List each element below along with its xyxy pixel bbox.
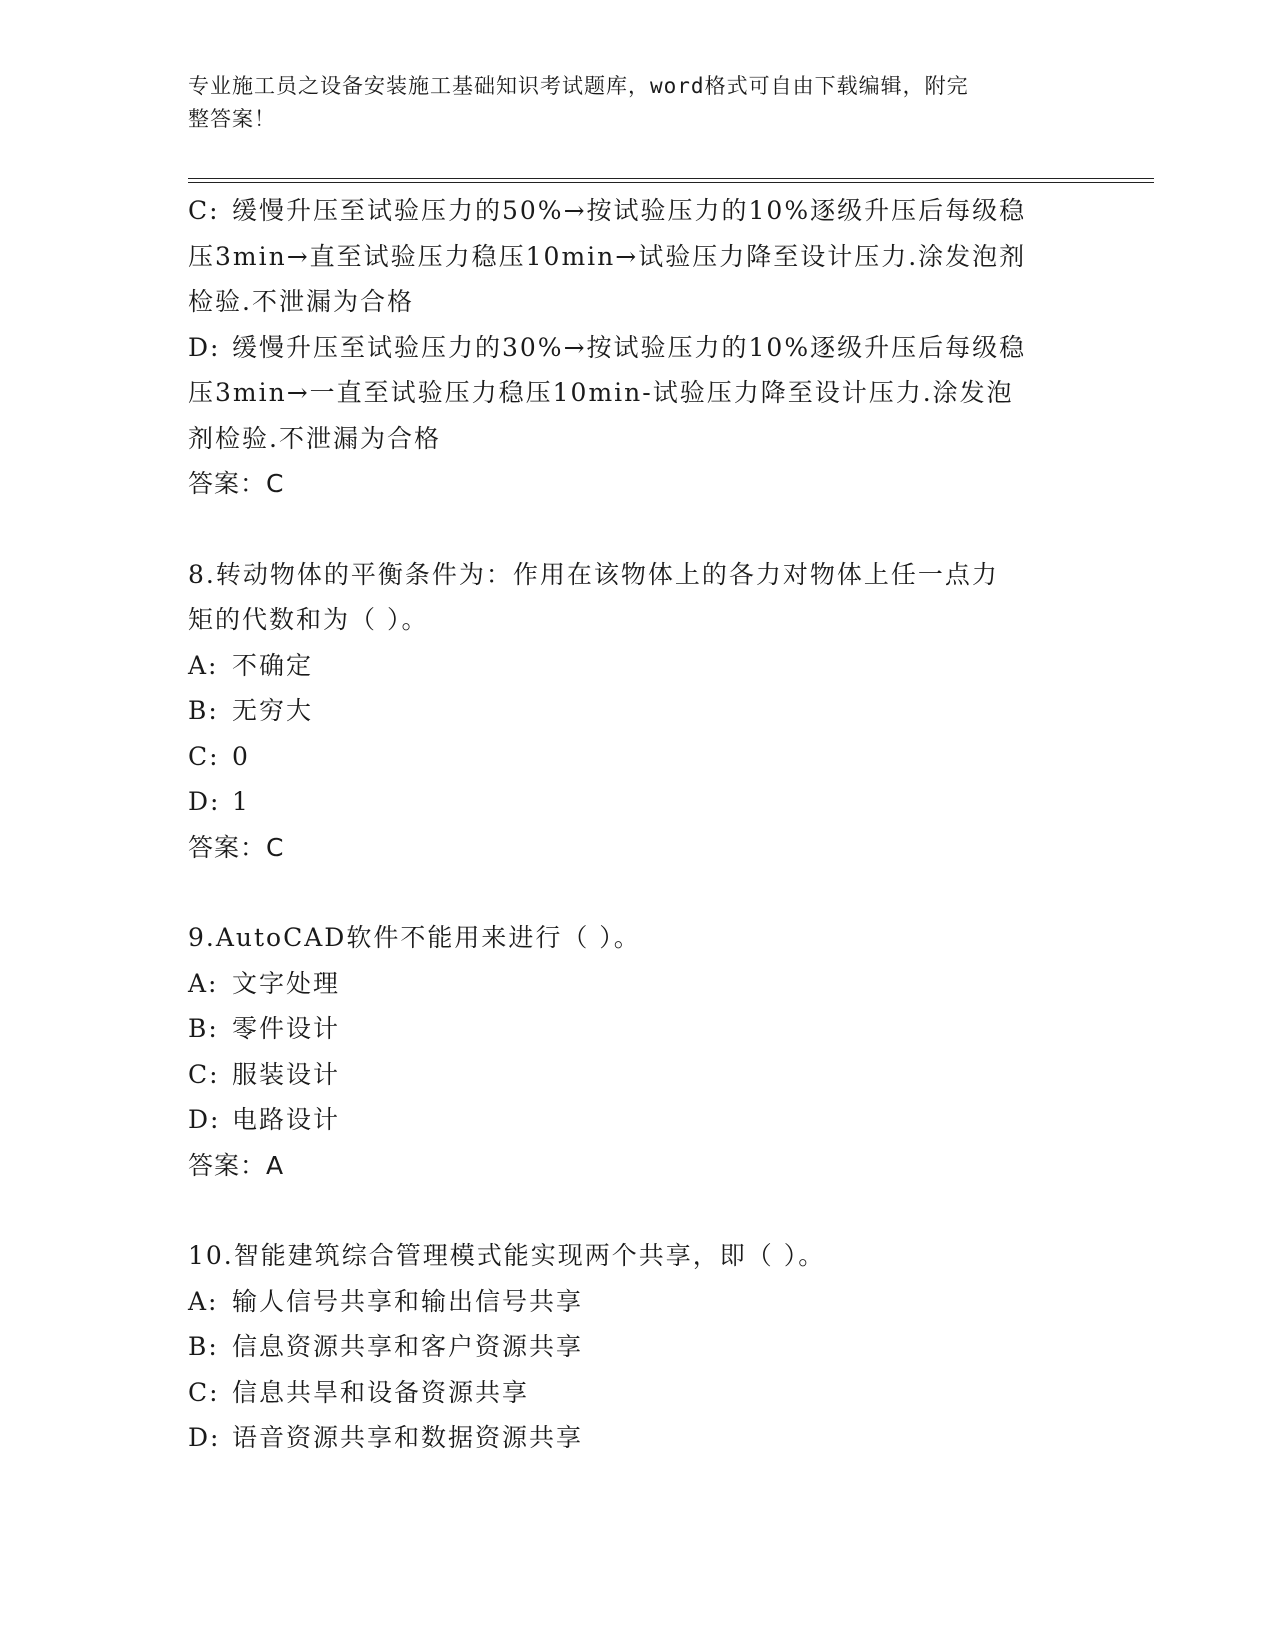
question-10 — [188, 1233, 1088, 1461]
option-a: A: 文字处理 — [188, 968, 341, 998]
option-text: 缓慢升压至试验压力的30%→按试验压力的10%逐级升压后每级稳 — [232, 332, 1027, 362]
option-d: D: 电路设计 — [188, 1105, 341, 1134]
question-9-text: 9.AutoCAD软件不能用来进行（ ）。 — [188, 923, 641, 952]
option-letter: C: — [188, 196, 220, 225]
option-letter: D: — [188, 332, 221, 362]
question-8-answer: 答案：C — [188, 832, 285, 862]
option-b: B: 无穷大 — [188, 696, 314, 725]
option-c: C: 服装设计 — [188, 1059, 341, 1089]
option-text: 剂检验.不泄漏为合格 — [188, 423, 441, 453]
option-a: A: 不确定 — [188, 650, 314, 680]
option-text: 缓慢升压至试验压力的50%→按试验压力的10%逐级升压后每级稳 — [232, 196, 1027, 225]
question-10-text: 10.智能建筑综合管理模式能实现两个共享，即（ ）。 — [188, 1241, 826, 1270]
header-line-1: 专业施工员之设备安装施工基础知识考试题库，word格式可自由下载编辑，附完 — [188, 74, 969, 98]
header-divider — [188, 178, 1154, 183]
question-9 — [188, 915, 1088, 1188]
option-text: 压3min→一直至试验压力稳压10min-试验压力降至设计压力.涂发泡 — [188, 378, 1014, 407]
answer-continued: 答案：C — [188, 469, 285, 498]
option-text: 检验.不泄漏为合格 — [188, 287, 414, 316]
option-b: B: 零件设计 — [188, 1014, 341, 1043]
option-text: 压3min→直至试验压力稳压10min→试验压力降至设计压力.涂发泡剂 — [188, 241, 1027, 271]
option-d-continued — [188, 325, 1088, 462]
option-a: A: 输人信号共享和输出信号共享 — [188, 1286, 584, 1316]
question-8 — [188, 552, 1088, 871]
question-9-answer: 答案：A — [188, 1150, 285, 1180]
option-b: B: 信息资源共享和客户资源共享 — [188, 1332, 584, 1361]
option-d: D: 1 — [188, 787, 250, 816]
page-header — [188, 70, 1068, 136]
option-d: D: 语音资源共享和数据资源共享 — [188, 1423, 584, 1452]
option-c-continued — [188, 188, 1088, 325]
question-8-text: 8.转动物体的平衡条件为：作用在该物体上的各力对物体上任一点力 — [188, 559, 999, 589]
option-c: C: 信息共旱和设备资源共享 — [188, 1377, 530, 1407]
question-8-text-cont: 矩的代数和为（ ）。 — [188, 605, 429, 634]
header-line-2: 整答案！ — [188, 107, 276, 131]
option-c: C: 0 — [188, 741, 250, 771]
document-body — [188, 188, 1088, 1461]
